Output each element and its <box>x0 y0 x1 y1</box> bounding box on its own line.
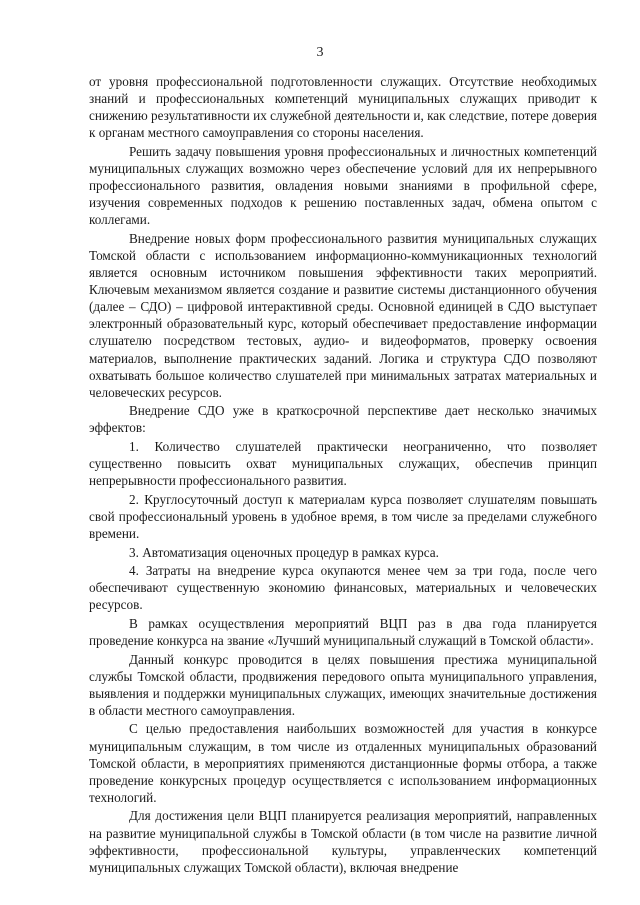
paragraph-8: Для достижения цели ВЦП планируется реализация мероприятий, направленных на развитие муниципальной службы в Томской области (в том числе на развитие личной эффективности, профессиональной культуры, управленческих компетенций муниципальных служащих Томской области), включая внедрение <box>89 808 597 875</box>
list-item-3: 3. Автоматизация оценочных процедур в рамках курса. <box>129 544 439 560</box>
paragraph-4: Внедрение СДО уже в краткосрочной перспективе дает несколько значимых эффектов: <box>89 403 597 436</box>
list-item-2: 2. Круглосуточный доступ к материалам курса позволяет слушателям повышать свой профессиональный уровень в удобное время, в том числе за пределами служебного времени. <box>89 491 597 541</box>
paragraph-3: Внедрение новых форм профессионального развития муниципальных служащих Томской области с использованием информационно-коммуникационных технологий является основным источником повышения эффективности таких мероприятий. Ключевым механизмом является создание и развитие системы дистанционного обучения (далее – СДО) – цифровой интерактивной среды. Основной единицей в СДО выступает электронный образовательный курс, который обеспечивает предоставление информации слушателю посредством тестовых, аудио- и видеоформатов, проверку освоения материалов, выполнение практических заданий. Логика и структура СДО позволяют охватывать большое количество слушателей при минимальных затратах материальных и человеческих ресурсов. <box>89 230 597 400</box>
paragraph-1: от уровня профессиональной подготовленности служащих. Отсутствие необходимых знаний и профессиональных компетенций муниципальных служащих приводит к снижению результативности их служебной деятельности и, как следствие, потере доверия к органам местного самоуправления со стороны населения. <box>89 74 597 141</box>
paragraph-6: Данный конкурс проводится в целях повышения престижа муниципальной службы Томской области, продвижения передового опыта муниципального управления, выявления и поддержки муниципальных служащих, имеющих значительные достижения в области местного самоуправления. <box>89 651 597 718</box>
paragraph-5: В рамках осуществления мероприятий ВЦП раз в два года планируется проведение конкурса на звание «Лучший муниципальный служащий в Томской области». <box>89 615 597 648</box>
list-item-4: 4. Затраты на внедрение курса окупаются менее чем за три года, после чего обеспечивают существенную экономию финансовых, материальных и человеческих ресурсов. <box>89 563 597 613</box>
paragraph-7: С целью предоставления наибольших возможностей для участия в конкурсе муниципальным служащим, в том числе из отдаленных муниципальных образований Томской области, в мероприятиях применяются дистанционные формы отбора, а также проведение конкурсных процедур осуществляется с использованием информационных технологий. <box>89 721 597 805</box>
list-item-1: 1. Количество слушателей практически неограниченно, что позволяет существенно повысить охват муниципальных служащих, обеспечив принцип непрерывности профессионального развития. <box>89 438 597 489</box>
paragraph-2: Решить задачу повышения уровня профессиональных и личностных компетенций муниципальных служащих возможно через обеспечение условий для их непрерывного профессионального развития, овладения новыми знаниями в профильной сфере, изучения современных подходов к решению поставленных задач, обмена опытом с коллегами. <box>89 143 597 228</box>
page-number: 3 <box>316 45 324 60</box>
document-body <box>89 73 597 876</box>
